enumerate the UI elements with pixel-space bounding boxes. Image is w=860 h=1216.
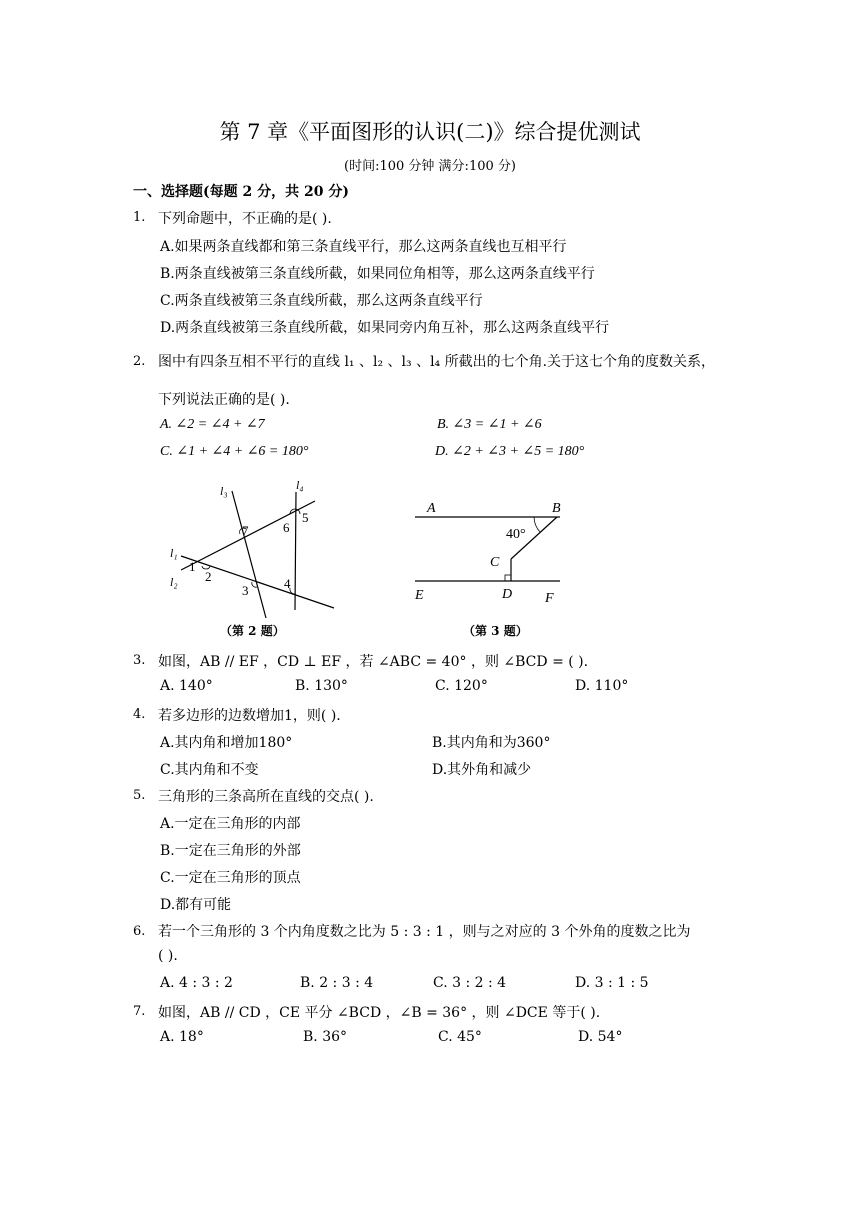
option: B.两条直线被第三条直线所截，如果同位角相等，那么这两条直线平行: [160, 266, 595, 282]
option: A.其内角和增加180°: [160, 735, 293, 751]
option: C.两条直线被第三条直线所截，那么这两条直线平行: [160, 293, 483, 309]
figure-2: [160, 470, 350, 640]
figure-2-caption: （第 2 题）: [220, 624, 285, 638]
fig2-label-l1: l₁: [170, 546, 178, 560]
figure-3-caption: （第 3 题）: [463, 624, 528, 638]
option: B.其内角和为360°: [432, 735, 551, 751]
fig2-angle-1: 1: [189, 559, 196, 574]
fig3-label-A: A: [427, 501, 436, 516]
fig2-label-l2: l₂: [170, 575, 178, 589]
option: A. 140°: [160, 678, 213, 694]
fig2-label-l4: l₄: [296, 478, 304, 492]
option: C.一定在三角形的顶点: [160, 870, 301, 886]
section-heading: 一、选择题(每题 2 分，共 20 分): [133, 184, 349, 200]
fig2-angle-6: 6: [283, 520, 290, 535]
option: A.一定在三角形的内部: [160, 816, 301, 832]
fig3-label-F: F: [545, 591, 554, 605]
option: D. 110°: [575, 678, 629, 694]
option: A. 18°: [160, 1029, 204, 1045]
fig3-label-D: D: [502, 587, 513, 602]
question-stem: 如图，AB // EF ，CD ⊥ EF ，若 ∠ABC = 40° ，则 ∠BCD = ( ).: [158, 654, 589, 670]
question-stem: 若一个三角形的 3 个内角度数之比为 5 : 3 : 1 ，则与之对应的 3 个外角的度数之比为: [158, 924, 691, 940]
option: D.其外角和减少: [432, 762, 532, 778]
question-stem: 下列命题中，不正确的是( ).: [158, 211, 332, 227]
fig3-label-C: C: [490, 555, 500, 570]
page-title: 第 7 章《平面图形的认识(二)》综合提优测试: [219, 120, 641, 144]
option: C. 45°: [438, 1029, 482, 1045]
option: A. 4 : 3 : 2: [160, 975, 233, 991]
fig3-angle-label: 40°: [506, 527, 526, 542]
fig2-angle-5: 5: [302, 510, 309, 525]
question-stem-line2: 下列说法正确的是( ).: [158, 392, 290, 408]
question-stem: 如图，AB // CD ，CE 平分 ∠BCD ，∠B = 36° ，则 ∠DCE 等于( ).: [158, 1005, 601, 1021]
fig3-label-E: E: [415, 588, 424, 603]
option: C. 120°: [435, 678, 488, 694]
option: B. 130°: [295, 678, 348, 694]
option: B.一定在三角形的外部: [160, 843, 301, 859]
question-number: 1.: [133, 210, 146, 225]
option: D. 54°: [578, 1029, 623, 1045]
option: D. ∠2 + ∠3 + ∠5 = 180°: [435, 444, 585, 459]
question-stem: 三角形的三条高所在直线的交点( ).: [158, 789, 374, 805]
figure-3: [410, 495, 570, 605]
option: D. 3 : 1 : 5: [575, 975, 649, 991]
option: C. 3 : 2 : 4: [433, 975, 507, 991]
option: D.两条直线被第三条直线所截，如果同旁内角互补，那么这两条直线平行: [160, 320, 610, 336]
question-number: 7.: [133, 1004, 146, 1019]
question-number: 3.: [133, 653, 146, 668]
fig2-angle-7: 7: [242, 523, 249, 538]
option: A. ∠2 = ∠4 + ∠7: [160, 417, 265, 432]
question-number: 5.: [133, 788, 146, 803]
page-subtitle: (时间:100 分钟 满分:100 分): [344, 159, 516, 174]
option: C. ∠1 + ∠4 + ∠6 = 180°: [160, 444, 309, 459]
question-stem-line2: ( ).: [158, 948, 178, 964]
option: A.如果两条直线都和第三条直线平行，那么这两条直线也互相平行: [160, 239, 567, 255]
fig2-label-l3: l₃: [220, 484, 228, 498]
fig2-angle-3: 3: [242, 583, 249, 598]
question-number: 4.: [133, 707, 146, 722]
fig3-label-B: B: [552, 501, 561, 516]
option: B. 2 : 3 : 4: [300, 975, 374, 991]
fig2-angle-2: 2: [205, 569, 212, 584]
option: B. 36°: [303, 1029, 348, 1045]
question-number: 6.: [133, 924, 146, 939]
option: C.其内角和不变: [160, 762, 259, 778]
option: B. ∠3 = ∠1 + ∠6: [437, 417, 542, 432]
fig2-angle-4: 4: [284, 576, 291, 591]
question-stem: 图中有四条互相不平行的直线 l₁ 、l₂ 、l₃ 、l₄ 所截出的七个角.关于这七个角的度数关系，: [158, 354, 716, 370]
option: D.都有可能: [160, 897, 232, 913]
question-number: 2.: [133, 354, 146, 369]
question-stem: 若多边形的边数增加1，则( ).: [158, 708, 341, 724]
